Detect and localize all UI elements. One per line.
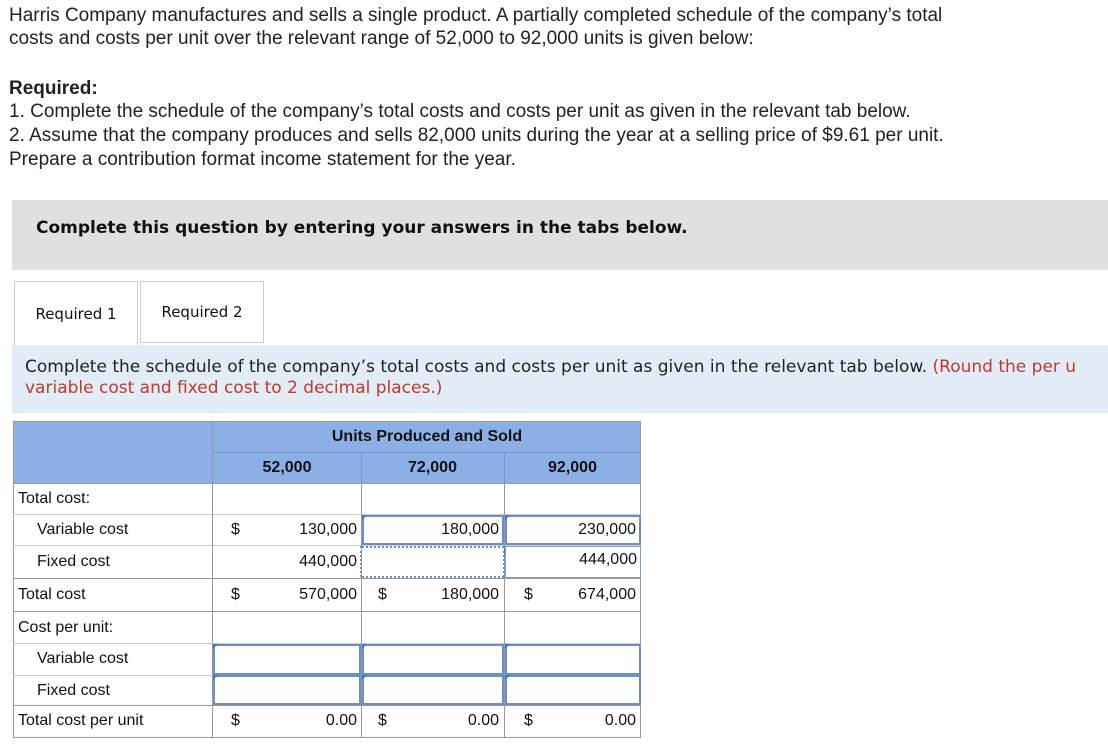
fixed-cost-per-unit-92000-input[interactable] — [505, 675, 641, 705]
variable-cost-per-unit-52000-input[interactable] — [213, 644, 361, 675]
intro-line-2: costs and costs per unit over the relevant range of 52,000 to 92,000 units is given below: — [9, 28, 754, 49]
tab-instruction — [25, 357, 1108, 399]
fixed-cost-92000-input[interactable] — [505, 546, 641, 578]
units-produced-header: Units Produced and Sold — [331, 428, 523, 445]
total-cost-52000: 570,000 — [299, 586, 357, 603]
row-label-variable-cost: Variable cost — [37, 521, 129, 538]
currency-symbol: $ — [524, 712, 533, 729]
fixed-cost-per-unit-72000-input[interactable] — [362, 675, 504, 705]
row-label-fixed-cost-per-unit: Fixed cost — [37, 682, 110, 699]
input-marker-icon — [505, 515, 510, 520]
row-label-total-cost-header: Total cost: — [18, 490, 91, 507]
row-label-total-cost-per-unit: Total cost per unit — [18, 712, 144, 729]
column-header-52000: 52,000 — [262, 459, 312, 476]
instructions-banner — [12, 200, 1108, 270]
variable-cost-72000-value: 180,000 — [441, 521, 499, 538]
intro-line-1: Harris Company manufactures and sells a single product. A partially completed schedule of the company’s total — [9, 5, 943, 26]
input-marker-icon — [362, 515, 367, 520]
total-cost-per-unit-92000: 0.00 — [604, 712, 636, 729]
total-cost-72000: 180,000 — [441, 586, 499, 603]
column-header-92000: 92,000 — [548, 459, 597, 476]
tab-instruction-panel — [12, 345, 1108, 413]
row-label-total-cost: Total cost — [18, 586, 86, 603]
fixed-cost-52000: 440,000 — [299, 553, 357, 570]
required-heading: Required: — [9, 78, 98, 99]
variable-cost-92000-input[interactable] — [505, 515, 641, 545]
required-item-2b: Prepare a contribution format income statement for the year. — [9, 149, 516, 170]
rounding-hint: (Round the per u — [932, 357, 1077, 377]
row-label-cost-per-unit-header: Cost per unit: — [18, 619, 114, 636]
input-marker-icon — [213, 675, 218, 680]
rounding-hint-continued: variable cost and fixed cost to 2 decimal places.) — [25, 378, 443, 398]
input-marker-icon — [362, 675, 367, 680]
input-marker-icon — [505, 644, 510, 649]
banner-text: Complete this question by entering your answers in the tabs below. — [36, 218, 688, 238]
currency-symbol: $ — [378, 586, 387, 603]
variable-cost-72000-input[interactable] — [362, 515, 504, 545]
variable-cost-per-unit-92000-input[interactable] — [505, 644, 641, 675]
tab-required-2[interactable]: Required 2 — [140, 281, 264, 343]
row-label-variable-cost-per-unit: Variable cost — [37, 650, 129, 667]
total-cost-per-unit-72000: 0.00 — [467, 712, 499, 729]
currency-symbol: $ — [231, 521, 240, 538]
fixed-cost-92000-value: 444,000 — [579, 551, 637, 568]
cost-schedule-table — [13, 421, 641, 738]
row-label-fixed-cost: Fixed cost — [37, 553, 110, 570]
required-list — [9, 100, 1099, 172]
currency-symbol: $ — [231, 586, 240, 603]
total-cost-per-unit-52000: 0.00 — [325, 712, 357, 729]
tab-required-1[interactable]: Required 1 — [14, 281, 138, 345]
fixed-cost-72000-input[interactable] — [362, 546, 504, 578]
currency-symbol: $ — [231, 712, 240, 729]
column-header-72000: 72,000 — [408, 459, 457, 476]
variable-cost-52000: 130,000 — [299, 521, 357, 538]
instruction-text: Complete the schedule of the company’s total costs and costs per unit as given in the relevant tab below. — [25, 357, 928, 377]
variable-cost-per-unit-72000-input[interactable] — [362, 644, 504, 675]
total-cost-92000: 674,000 — [578, 586, 636, 603]
required-item-1: 1. Complete the schedule of the company’s total costs and costs per unit as given in the relevant tab below. — [9, 101, 911, 122]
input-marker-icon — [213, 644, 218, 649]
problem-intro — [9, 4, 1099, 50]
required-item-2a: 2. Assume that the company produces and sells 82,000 units during the year at a selling price of $9.61 per unit. — [9, 125, 944, 146]
fixed-cost-per-unit-52000-input[interactable] — [213, 675, 361, 705]
currency-symbol: $ — [378, 712, 387, 729]
currency-symbol: $ — [524, 586, 533, 603]
variable-cost-92000-value: 230,000 — [578, 521, 636, 538]
input-marker-icon — [505, 675, 510, 680]
input-marker-icon — [362, 644, 367, 649]
